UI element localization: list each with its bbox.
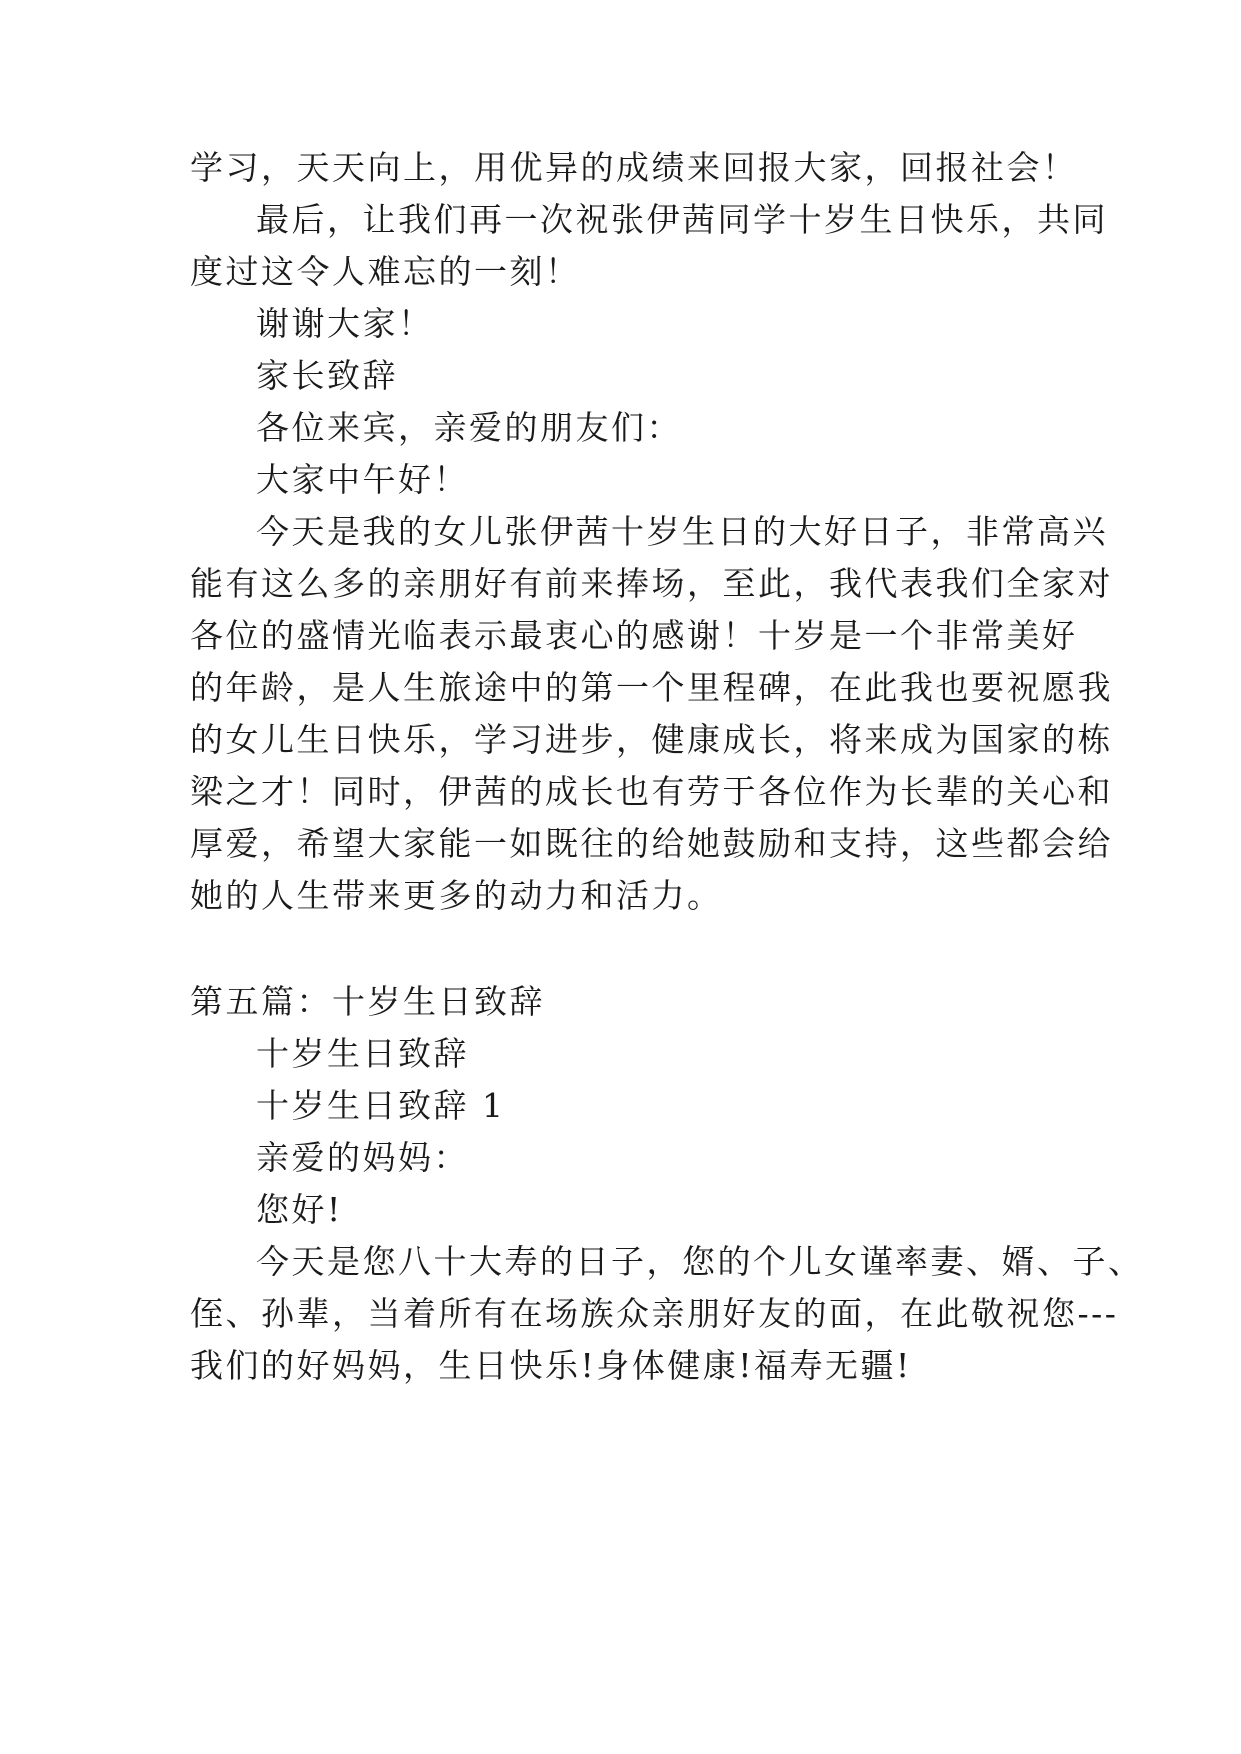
paragraph-line: 能有这么多的亲朋好有前来捧场，至此，我代表我们全家对	[190, 564, 1113, 603]
paragraph-line: 的女儿生日快乐，学习进步，健康成长，将来成为国家的栋	[190, 720, 1113, 759]
paragraph-line: 梁之才！同时，伊茜的成长也有劳于各位作为长辈的关心和	[190, 772, 1113, 811]
chapter-heading: 第五篇：十岁生日致辞	[190, 982, 545, 1021]
salutation: 各位来宾，亲爱的朋友们：	[256, 408, 682, 447]
greeting: 大家中午好！	[256, 460, 469, 499]
paragraph-line: 她的人生带来更多的动力和活力。	[190, 876, 723, 915]
paragraph-line: 我们的好妈妈，生日快乐!身体健康!福寿无疆!	[190, 1346, 912, 1385]
paragraph-line: 学习，天天向上，用优异的成绩来回报大家，回报社会！	[190, 148, 1078, 187]
paragraph-line: 今天是我的女儿张伊茜十岁生日的大好日子，非常高兴	[256, 512, 1108, 551]
paragraph-line: 的年龄，是人生旅途中的第一个里程碑，在此我也要祝愿我	[190, 668, 1113, 707]
paragraph-line: 侄、孙辈，当着所有在场族众亲朋好友的面，在此敬祝您---	[190, 1294, 1119, 1333]
paragraph-line: 厚爱，希望大家能一如既往的给她鼓励和支持，这些都会给	[190, 824, 1113, 863]
paragraph-line: 今天是您八十大寿的日子，您的个儿女谨率妻、婿、子、	[256, 1242, 1144, 1281]
paragraph-line: 谢谢大家！	[256, 304, 434, 343]
section-title: 十岁生日致辞	[256, 1034, 469, 1073]
greeting: 您好!	[256, 1190, 343, 1229]
section-subtitle: 十岁生日致辞 1	[256, 1086, 506, 1125]
paragraph-line: 最后，让我们再一次祝张伊茜同学十岁生日快乐，共同	[256, 200, 1108, 239]
paragraph-line: 各位的盛情光临表示最衷心的感谢！十岁是一个非常美好	[190, 616, 1078, 655]
paragraph-line: 度过这令人难忘的一刻！	[190, 252, 581, 291]
section-title: 家长致辞	[256, 356, 398, 395]
salutation: 亲爱的妈妈：	[256, 1138, 469, 1177]
